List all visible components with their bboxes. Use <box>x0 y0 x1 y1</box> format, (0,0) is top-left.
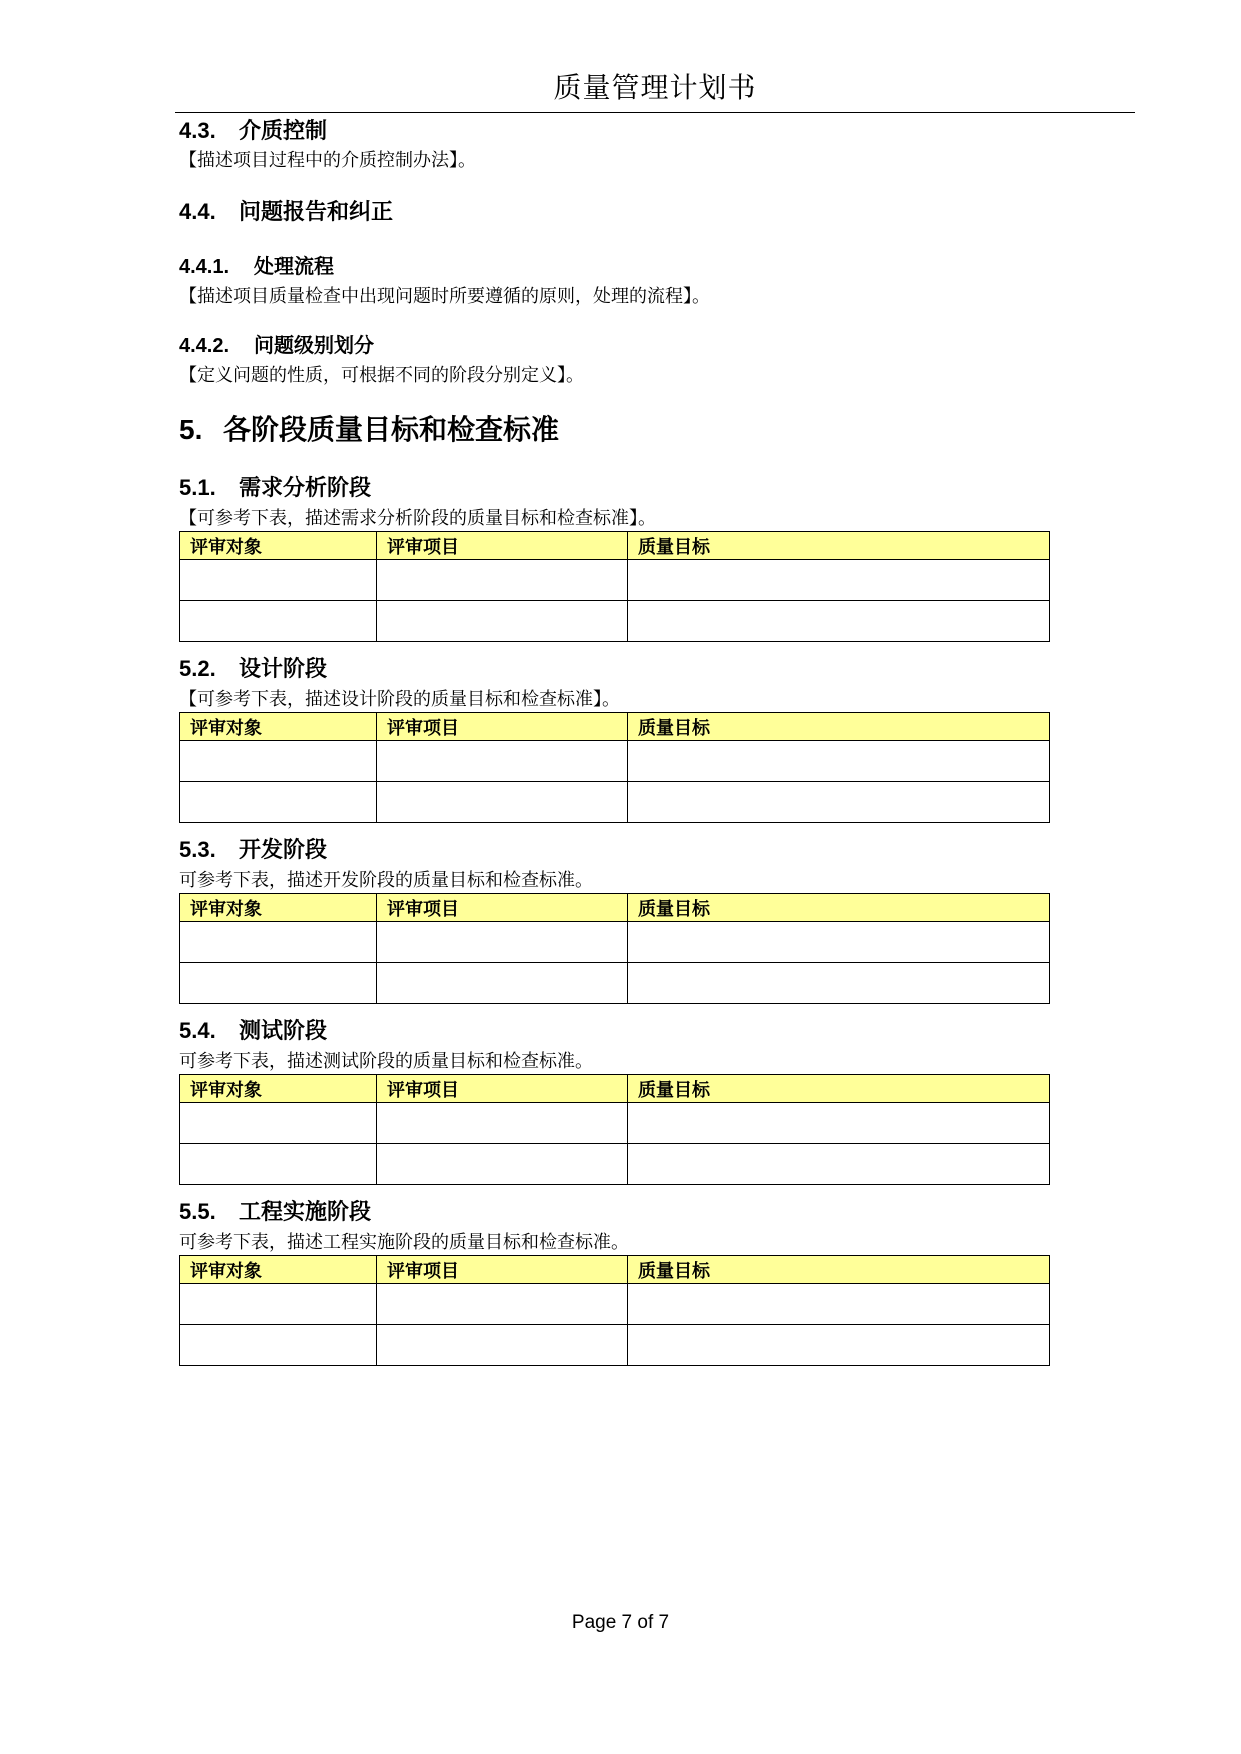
header-quality-goal: 质量目标 <box>628 713 1050 741</box>
table-cell[interactable] <box>628 1103 1050 1144</box>
section-number: 5.2. <box>179 656 216 681</box>
document-header-title: 质量管理计划书 <box>175 72 1135 113</box>
quality-table-5-5 <box>179 1255 1050 1366</box>
section-number: 5.3. <box>179 837 216 862</box>
section-title: 测试阶段 <box>239 1018 328 1043</box>
header-review-item: 评审项目 <box>377 1256 628 1284</box>
table-header-row <box>180 1075 1050 1103</box>
table-header-row <box>180 532 1050 560</box>
table-cell[interactable] <box>180 922 377 963</box>
header-quality-goal: 质量目标 <box>628 1256 1050 1284</box>
table-header-row <box>180 713 1050 741</box>
section-title: 处理流程 <box>254 256 334 278</box>
header-review-object: 评审对象 <box>180 1256 377 1284</box>
quality-table-5-2 <box>179 712 1050 823</box>
header-quality-goal: 质量目标 <box>628 532 1050 560</box>
table-cell[interactable] <box>377 560 628 601</box>
section-number: 5.5. <box>179 1199 216 1224</box>
table-row <box>180 782 1050 823</box>
section-number: 4.4.2. <box>179 335 230 357</box>
table-cell[interactable] <box>180 963 377 1004</box>
table-cell[interactable] <box>628 741 1050 782</box>
table-cell[interactable] <box>377 922 628 963</box>
section-title: 设计阶段 <box>239 656 328 681</box>
section-body-5-1: 【可参考下表，描述需求分析阶段的质量目标和检查标准】。 <box>179 508 656 529</box>
header-review-object: 评审对象 <box>180 532 377 560</box>
table-cell[interactable] <box>180 560 377 601</box>
section-heading-5-3 <box>179 836 327 864</box>
quality-table-5-3 <box>179 893 1050 1004</box>
section-body-4-3: 【描述项目过程中的介质控制办法】。 <box>179 150 476 171</box>
table-cell[interactable] <box>628 601 1050 642</box>
header-review-object: 评审对象 <box>180 894 377 922</box>
section-heading-5 <box>179 412 559 448</box>
header-quality-goal: 质量目标 <box>628 894 1050 922</box>
header-review-object: 评审对象 <box>180 713 377 741</box>
section-heading-4-4 <box>179 198 393 226</box>
section-title: 问题报告和纠正 <box>239 199 394 224</box>
section-number: 4.4. <box>179 199 216 224</box>
table-cell[interactable] <box>180 1284 377 1325</box>
section-heading-4-3 <box>179 117 327 145</box>
table-cell[interactable] <box>628 1144 1050 1185</box>
table-cell[interactable] <box>180 601 377 642</box>
section-heading-5-4 <box>179 1017 327 1045</box>
section-number: 5. <box>179 414 203 445</box>
table-row <box>180 1144 1050 1185</box>
table-cell[interactable] <box>377 782 628 823</box>
table-cell[interactable] <box>377 963 628 1004</box>
table-cell[interactable] <box>377 1103 628 1144</box>
table-cell[interactable] <box>377 1284 628 1325</box>
table-row <box>180 1284 1050 1325</box>
table-row <box>180 741 1050 782</box>
table-cell[interactable] <box>628 560 1050 601</box>
table-cell[interactable] <box>377 601 628 642</box>
table-cell[interactable] <box>180 1103 377 1144</box>
section-title: 各阶段质量目标和检查标准 <box>223 414 560 445</box>
quality-table-5-1 <box>179 531 1050 642</box>
section-heading-4-4-2 <box>179 333 374 359</box>
section-number: 5.1. <box>179 475 216 500</box>
table-cell[interactable] <box>180 1325 377 1366</box>
table-cell[interactable] <box>180 741 377 782</box>
table-header-row <box>180 1256 1050 1284</box>
section-title: 问题级别划分 <box>254 335 374 357</box>
quality-table-5-4 <box>179 1074 1050 1185</box>
table-row <box>180 922 1050 963</box>
table-cell[interactable] <box>628 1284 1050 1325</box>
table-cell[interactable] <box>628 782 1050 823</box>
table-row <box>180 601 1050 642</box>
table-cell[interactable] <box>628 1325 1050 1366</box>
table-row <box>180 963 1050 1004</box>
section-body-5-4: 可参考下表，描述测试阶段的质量目标和检查标准。 <box>179 1051 593 1072</box>
table-cell[interactable] <box>180 782 377 823</box>
table-cell[interactable] <box>377 1325 628 1366</box>
header-quality-goal: 质量目标 <box>628 1075 1050 1103</box>
table-row <box>180 560 1050 601</box>
section-body-5-2: 【可参考下表，描述设计阶段的质量目标和检查标准】。 <box>179 689 620 710</box>
section-title: 工程实施阶段 <box>239 1199 372 1224</box>
section-heading-5-2 <box>179 655 327 683</box>
table-row <box>180 1103 1050 1144</box>
section-title: 需求分析阶段 <box>239 475 372 500</box>
section-heading-5-5 <box>179 1198 371 1226</box>
section-number: 5.4. <box>179 1018 216 1043</box>
header-review-item: 评审项目 <box>377 894 628 922</box>
page-number: Page 7 of 7 <box>571 1612 670 1633</box>
section-number: 4.4.1. <box>179 256 230 278</box>
section-body-5-5: 可参考下表，描述工程实施阶段的质量目标和检查标准。 <box>179 1232 629 1253</box>
table-cell[interactable] <box>377 1144 628 1185</box>
table-cell[interactable] <box>377 741 628 782</box>
header-review-object: 评审对象 <box>180 1075 377 1103</box>
section-title: 开发阶段 <box>239 837 328 862</box>
section-body-5-3: 可参考下表，描述开发阶段的质量目标和检查标准。 <box>179 870 593 891</box>
section-number: 4.3. <box>179 118 216 143</box>
table-cell[interactable] <box>628 922 1050 963</box>
table-row <box>180 1325 1050 1366</box>
section-title: 介质控制 <box>239 118 328 143</box>
header-review-item: 评审项目 <box>377 713 628 741</box>
header-review-item: 评审项目 <box>377 532 628 560</box>
table-cell[interactable] <box>180 1144 377 1185</box>
section-heading-4-4-1 <box>179 254 334 280</box>
section-body-4-4-1: 【描述项目质量检查中出现问题时所要遵循的原则，处理的流程】。 <box>179 286 710 307</box>
table-cell[interactable] <box>628 963 1050 1004</box>
table-header-row <box>180 894 1050 922</box>
section-heading-5-1 <box>179 474 371 502</box>
header-review-item: 评审项目 <box>377 1075 628 1103</box>
section-body-4-4-2: 【定义问题的性质，可根据不同的阶段分别定义】。 <box>179 365 584 386</box>
